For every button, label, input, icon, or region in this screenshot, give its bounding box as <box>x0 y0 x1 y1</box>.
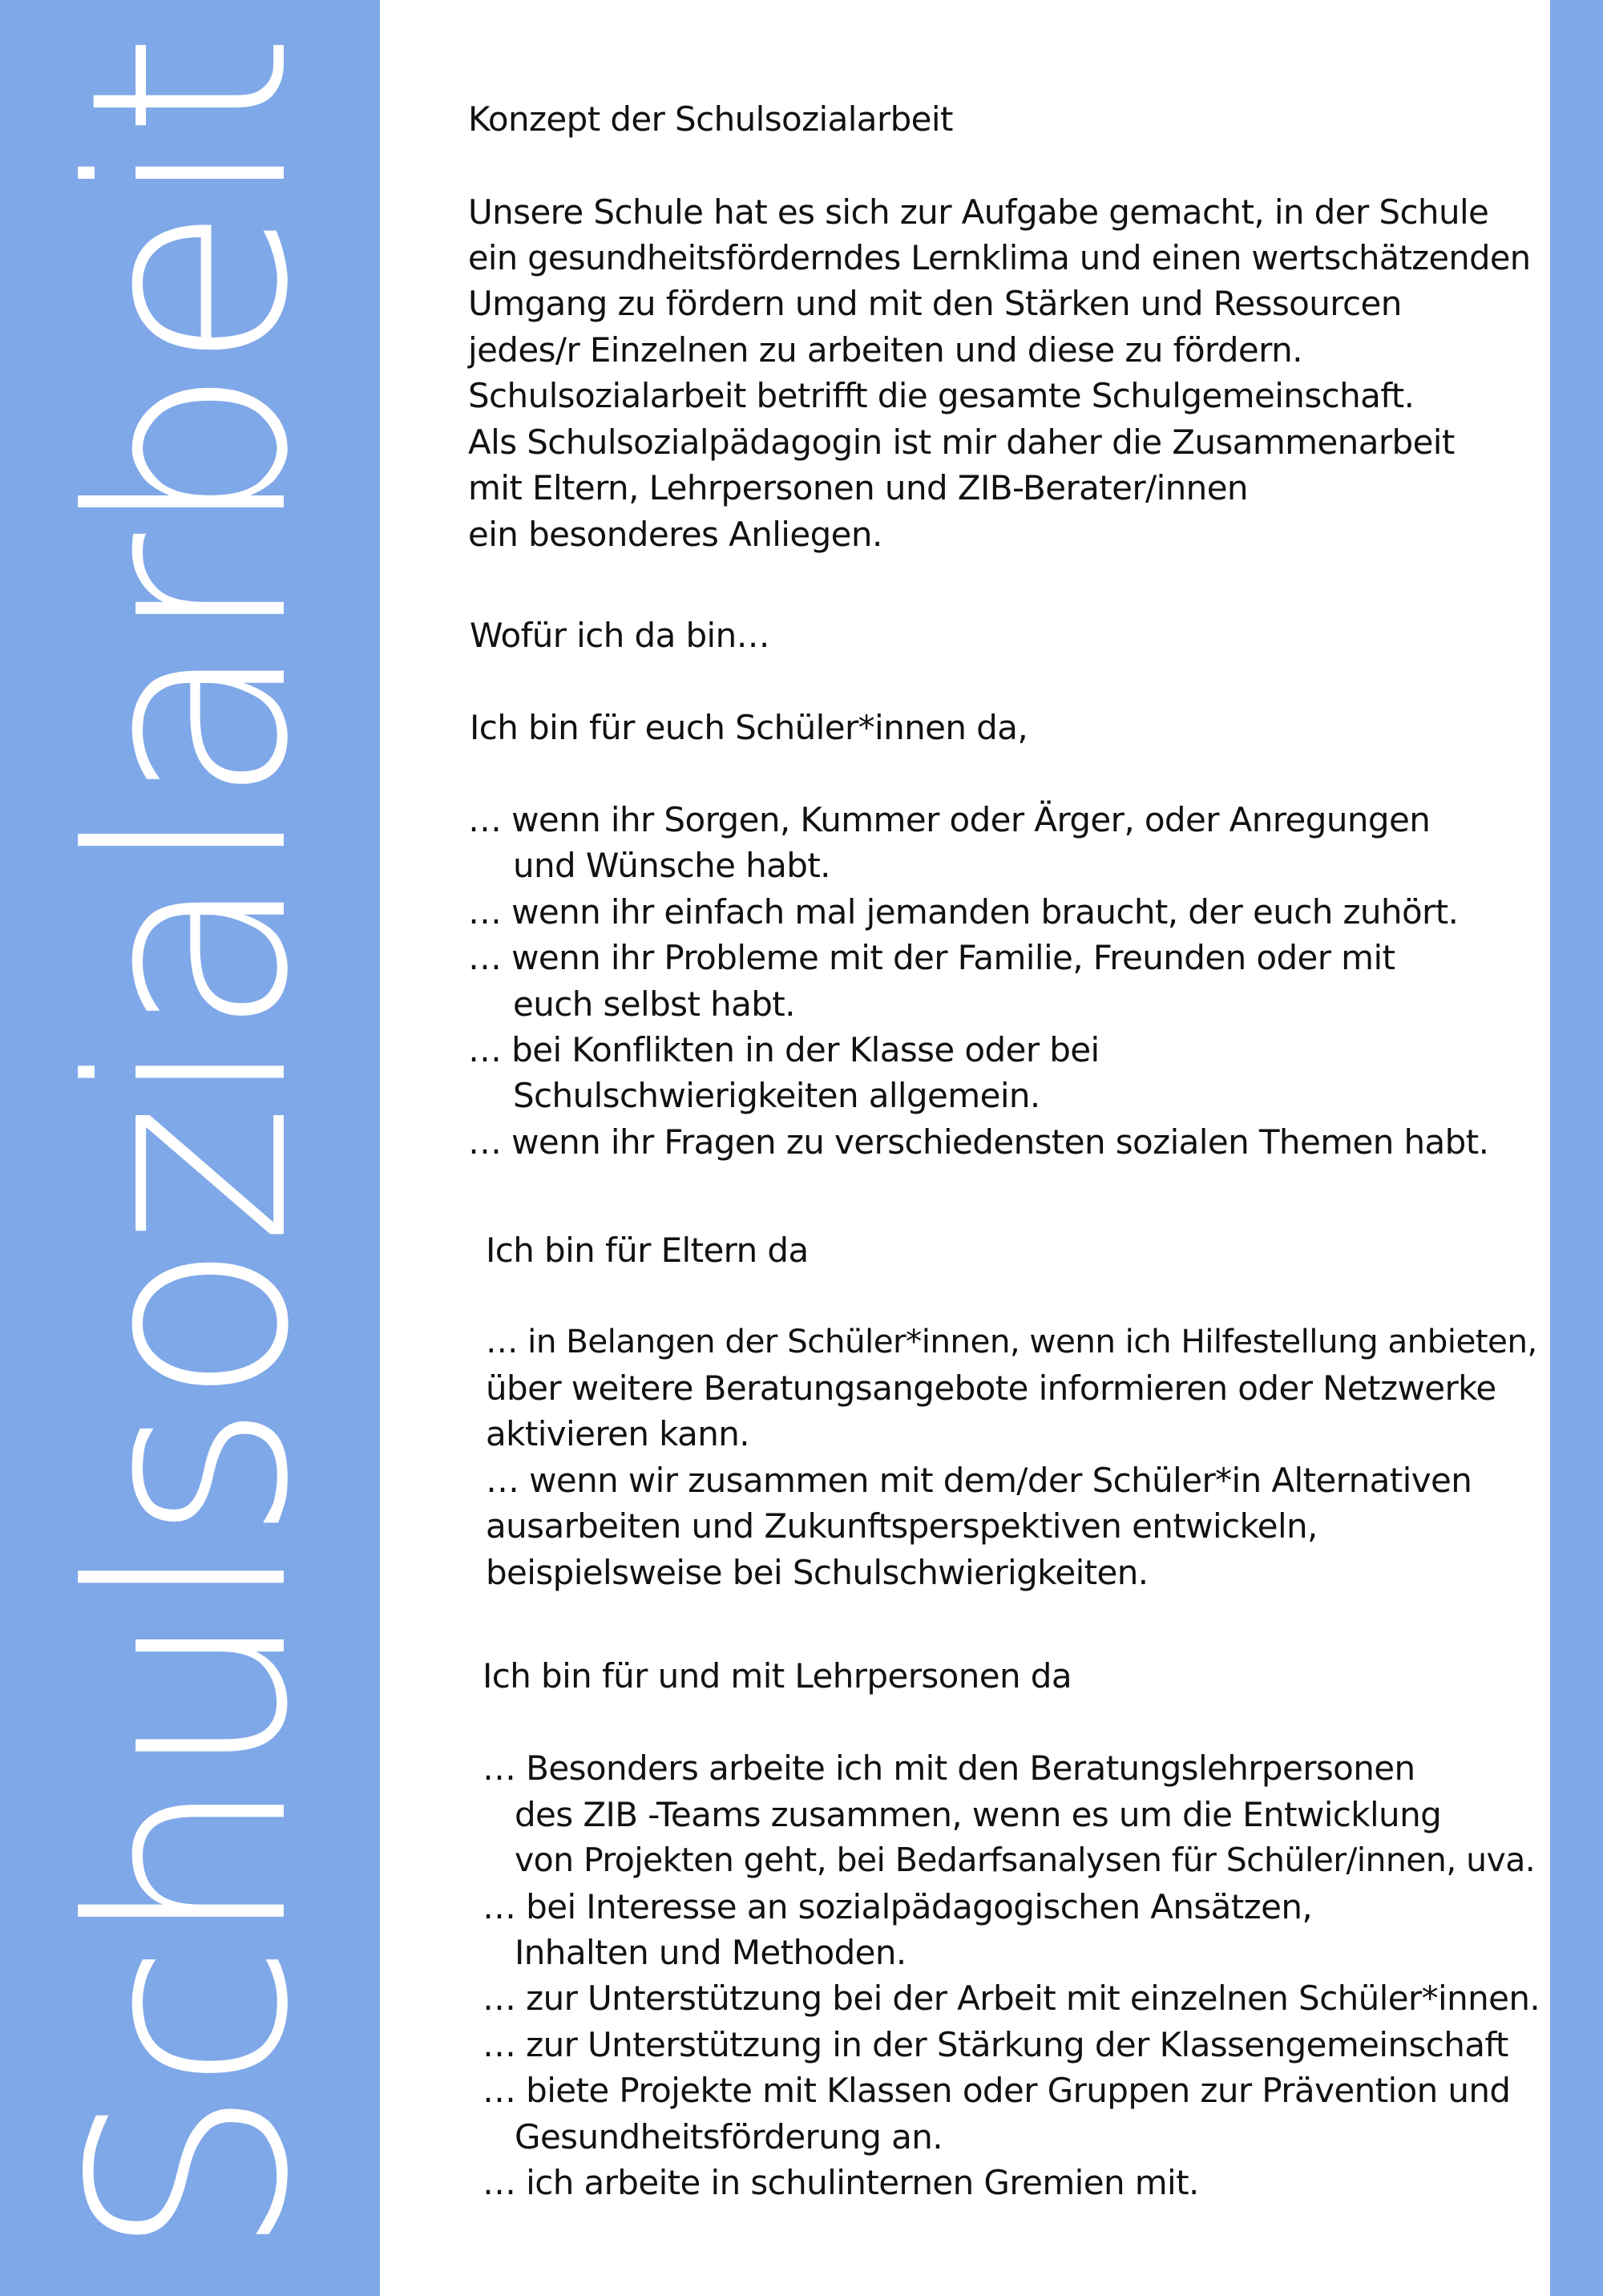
parents-heading: Ich bin für Eltern da <box>486 1231 809 1270</box>
list-item: … wenn ihr Probleme mit der Familie, Freunden oder mit <box>468 938 1395 977</box>
list-item-continuation: aktivieren kann. <box>486 1414 750 1453</box>
list-item: … bei Konflikten in der Klasse oder bei <box>468 1030 1100 1069</box>
text-line: ein gesundheitsförderndes Lernklima und einen wertschätzenden <box>468 238 1531 277</box>
list-item: … bei Interesse an sozialpädagogischen Ansätzen, <box>483 1887 1313 1926</box>
list-item-continuation: Gesundheitsförderung an. <box>515 2117 943 2157</box>
list-item-continuation: und Wünsche habt. <box>513 846 830 885</box>
page-title: Konzept der Schulsozialarbeit <box>468 99 953 139</box>
list-item-continuation: von Projekten geht, bei Bedarfsanalysen für Schüler/innen, uva. <box>515 1841 1536 1879</box>
students-heading: Ich bin für euch Schüler*innen da, <box>470 708 1028 747</box>
list-item-continuation: über weitere Beratungsangebote informieren oder Netzwerke <box>486 1368 1496 1408</box>
text-line: Umgang zu fördern und mit den Stärken und Ressourcen <box>468 284 1402 323</box>
list-item: … wenn wir zusammen mit dem/der Schüler*in Alternativen <box>486 1461 1472 1500</box>
list-item: … biete Projekte mit Klassen oder Gruppen zur Prävention und <box>483 2071 1511 2110</box>
vertical-title: Schulsozialarbeit <box>32 37 348 2259</box>
text-line: mit Eltern, Lehrpersonen und ZIB-Berater/innen <box>468 468 1248 507</box>
list-item: … Besonders arbeite ich mit den Beratungslehrpersonen <box>483 1748 1415 1788</box>
list-item-continuation: Inhalten und Methoden. <box>515 1933 906 1972</box>
list-item-continuation: euch selbst habt. <box>513 984 795 1024</box>
list-item: … wenn ihr einfach mal jemanden braucht, der euch zuhört. <box>468 892 1459 932</box>
text-line: jedes/r Einzelnen zu arbeiten und diese zu fördern. <box>468 330 1302 370</box>
list-item: … zur Unterstützung in der Stärkung der Klassengemeinschaft <box>483 2025 1508 2064</box>
list-item-continuation: des ZIB -Teams zusammen, wenn es um die Entwicklung <box>515 1795 1442 1834</box>
list-item-continuation: beispielsweise bei Schulschwierigkeiten. <box>486 1553 1149 1592</box>
text-line: ein besonderes Anliegen. <box>468 515 882 554</box>
text-line: Schulsozialarbeit betrifft die gesamte Schulgemeinschaft. <box>468 376 1415 415</box>
list-item-continuation: ausarbeiten und Zukunftsperspektiven entwickeln, <box>486 1506 1318 1546</box>
list-item: … in Belangen der Schüler*innen, wenn ich Hilfestellung anbieten, <box>486 1322 1537 1360</box>
teachers-heading: Ich bin für und mit Lehrpersonen da <box>483 1656 1072 1696</box>
list-item: … wenn ihr Fragen zu verschiedensten sozialen Themen habt. <box>468 1122 1489 1162</box>
list-item: … zur Unterstützung bei der Arbeit mit einzelnen Schüler*innen. <box>483 1979 1540 2018</box>
list-item: … wenn ihr Sorgen, Kummer oder Ärger, oder Anregungen <box>468 800 1431 839</box>
list-item-continuation: Schulschwierigkeiten allgemein. <box>513 1076 1040 1115</box>
list-item: … ich arbeite in schulinternen Gremien mit. <box>483 2163 1199 2202</box>
section-heading-what-for: Wofür ich da bin… <box>470 616 770 655</box>
text-line: Unsere Schule hat es sich zur Aufgabe gemacht, in der Schule <box>468 192 1489 232</box>
text-line: Als Schulsozialpädagogin ist mir daher die Zusammenarbeit <box>468 422 1455 462</box>
